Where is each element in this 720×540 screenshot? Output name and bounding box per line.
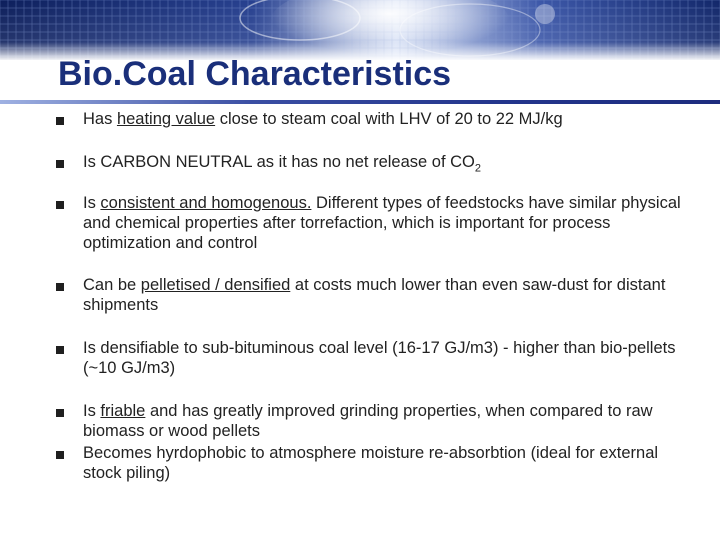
bullet-text-before: Is densifiable to sub-bituminous coal level (16-17 GJ/m3) - higher than bio-pellets (~10 GJ/m3) [83,339,676,377]
bullet-text [83,109,683,129]
bullet-text-after: at costs much lower than even saw-dust for distant shipments [83,276,666,314]
bullet-text-before: Is CARBON NEUTRAL as it has no net release of CO [83,153,475,171]
bullet-text-before: Can be [83,276,141,294]
square-bullet-icon [56,201,64,209]
bullet-text [83,275,683,315]
pelletised-densified-link[interactable]: pelletised / densified [140,276,291,294]
square-bullet-icon [56,117,64,125]
bullet-text-before: Becomes hyrdophobic to atmosphere moisture re-absorbtion (ideal for external stock piling) [83,444,659,482]
bullet-text-before: Is [83,402,101,420]
square-bullet-icon [56,160,64,168]
slide-title: Bio.Coal Characteristics [58,55,452,93]
consistent-homogenous-link[interactable]: consistent and homogenous. [100,194,312,212]
square-bullet-icon [56,409,64,417]
bullet-text-before: Is [83,194,101,212]
square-bullet-icon [56,283,64,291]
bullet-text [83,401,683,441]
heating-value-link[interactable]: heating value [116,110,216,128]
bullet-text-after: and has greatly improved grinding properties, when compared to raw biomass or wood pellets [83,402,653,440]
bullet-text-after: close to steam coal with LHV of 20 to 22 MJ/kg [215,110,563,128]
bullet-text [83,193,683,253]
friable-link[interactable]: friable [100,402,146,420]
square-bullet-icon [56,451,64,459]
bullet-text [83,152,683,178]
square-bullet-icon [56,346,64,354]
bullet-text [83,443,683,483]
bullet-text [83,338,683,378]
bullet-text-after: Different types of feedstocks have similar physical and chemical properties after torrefaction, which is important for process optimization and control [83,194,681,252]
bullet-text-before: Has [83,110,117,128]
subscript-text: 2 [474,162,481,175]
